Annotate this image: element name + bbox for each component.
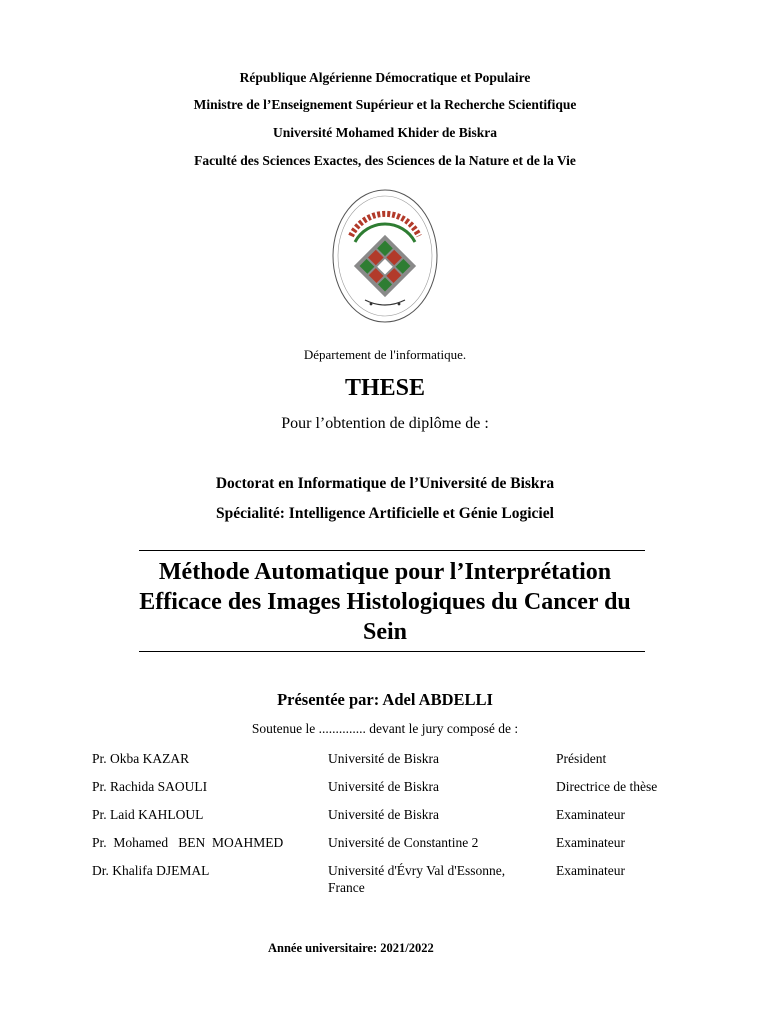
jury-name: Pr. Okba KAZAR (92, 751, 190, 766)
title-line: Sein (362, 619, 407, 645)
jury-name: Pr. Mohamed BEN MOAHMED (92, 835, 284, 850)
thesis-title (0, 557, 770, 647)
obtention-line: Pour l’obtention de diplôme de : (281, 415, 489, 432)
jury-role: Examinateur (556, 807, 625, 822)
jury-institution: Université d'Évry Val d'Essonne, France (328, 863, 506, 895)
jury-institution: Université de Biskra (328, 779, 439, 794)
title-bottom-rule (139, 651, 645, 652)
presented-by: Présentée par: Adel ABDELLI (277, 690, 493, 709)
jury-role: Directrice de thèse (556, 779, 658, 794)
header-faculty: Faculté des Sciences Exactes, des Sciences de la Nature et de la Vie (194, 153, 576, 168)
jury-name: Pr. Laid KAHLOUL (92, 807, 204, 822)
jury-institution: Université de Constantine 2 (328, 835, 479, 850)
doctorat-line: Doctorat en Informatique de l’Université de Biskra (215, 475, 555, 492)
specialite-line: Spécialité: Intelligence Artificielle et Génie Logiciel (216, 505, 554, 522)
thesis-label: THESE (344, 375, 426, 401)
defense-line: Soutenue le .............. devant le jury composé de : (251, 721, 519, 736)
department: Département de l'informatique. (303, 347, 467, 362)
jury-role: Président (556, 751, 607, 766)
header-republic: République Algérienne Démocratique et Populaire (239, 70, 531, 85)
title-line: Méthode Automatique pour l’Interprétation (158, 559, 612, 585)
jury-institution: Université de Biskra (328, 807, 439, 822)
university-emblem-icon (331, 188, 439, 329)
jury-name: Dr. Khalifa DJEMAL (92, 863, 210, 878)
jury-role: Examinateur (556, 863, 625, 878)
header-university: Université Mohamed Khider de Biskra (273, 125, 497, 140)
jury-name: Pr. Rachida SAOULI (92, 779, 208, 794)
title-top-rule (139, 550, 645, 551)
academic-year: Année universitaire: 2021/2022 (268, 941, 434, 955)
header-ministry: Ministre de l’Enseignement Supérieur et la Recherche Scientifique (193, 97, 577, 112)
jury-institution: Université de Biskra (328, 751, 439, 766)
title-line: Efficace des Images Histologiques du Cancer du (139, 589, 631, 615)
jury-role: Examinateur (556, 835, 625, 850)
